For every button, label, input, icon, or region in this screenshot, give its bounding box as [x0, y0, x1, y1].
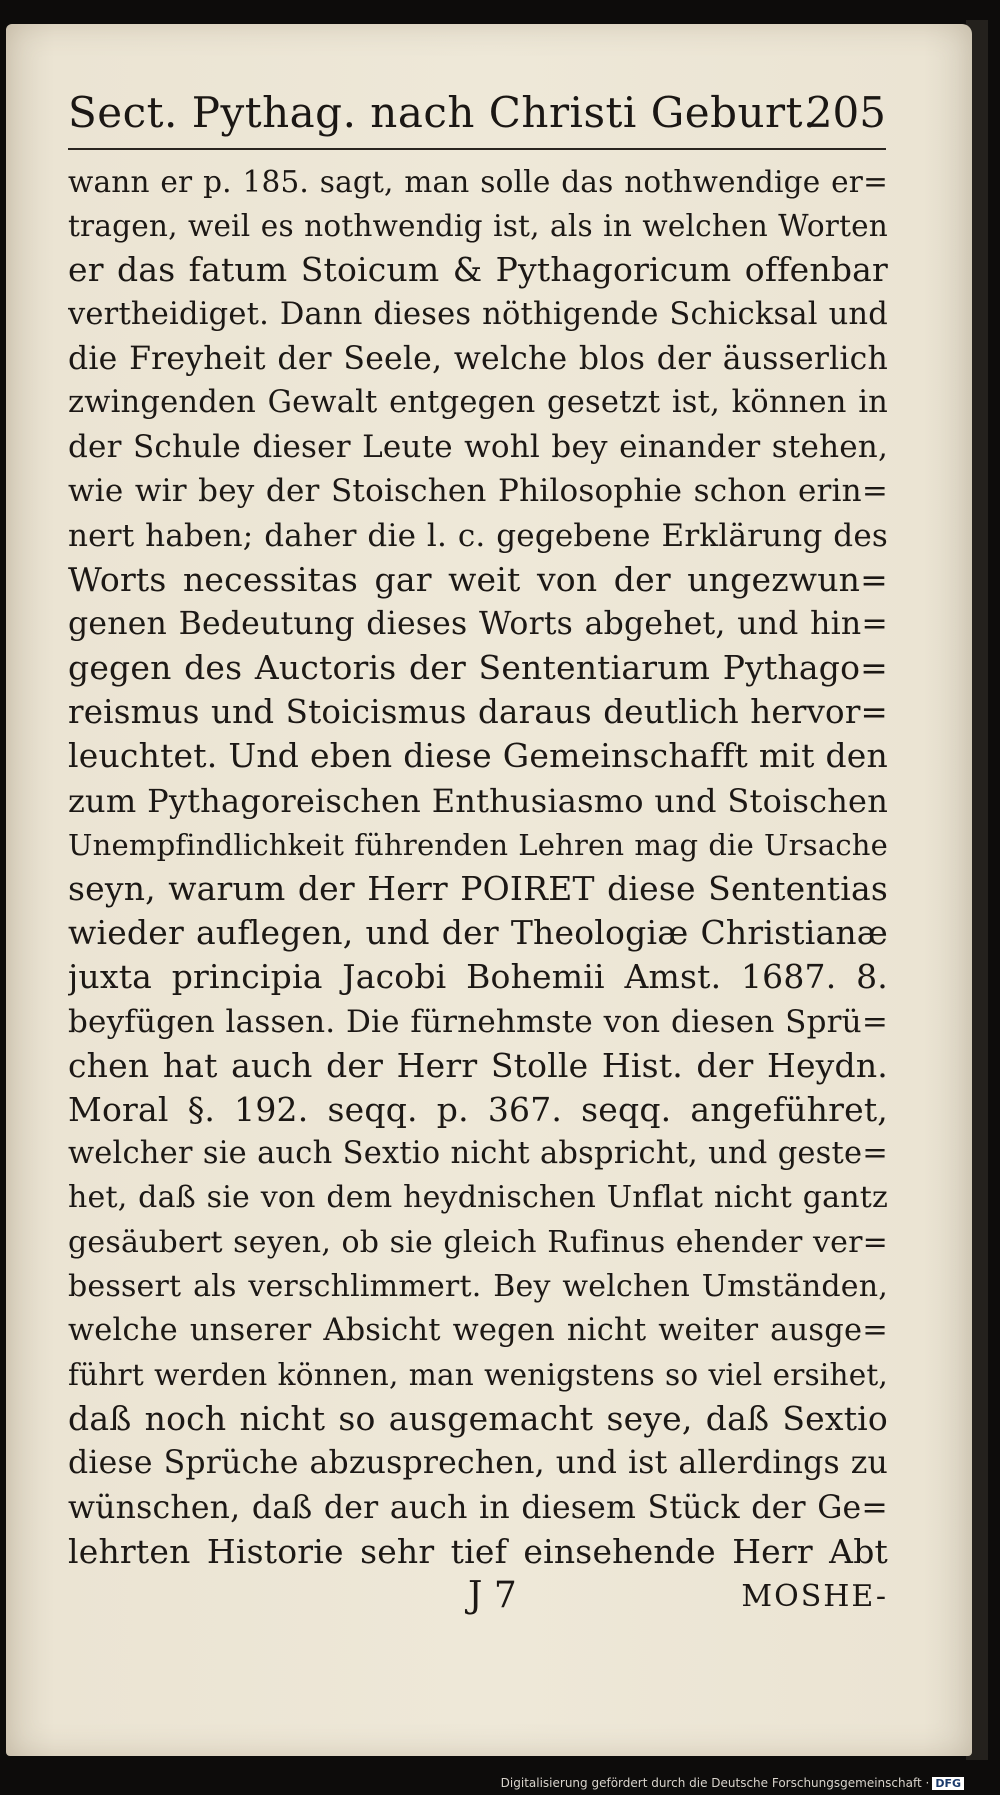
credit-text: Digitalisierung gefördert durch die Deutsche Forschungsgemeinschaft ·	[500, 1776, 930, 1790]
body-text	[68, 160, 888, 1574]
text-line: daß noch nicht so ausgemacht seye, daß Sextio	[68, 1399, 888, 1439]
text-line: welche unserer Absicht wegen nicht weiter ausge=	[68, 1312, 888, 1348]
text-line: wie wir bey der Stoischen Philosophie schon erin=	[68, 473, 888, 510]
digitization-credit	[501, 1776, 964, 1790]
text-line: leuchtet. Und eben diese Gemeinschafft mit den	[68, 736, 888, 776]
text-line: wieder auflegen, und der Theologiæ Christianæ	[68, 913, 888, 953]
text-line: gesäubert seyen, ob sie gleich Rufinus ehender ver=	[68, 1224, 888, 1260]
text-line: Worts necessitas gar weit von der ungezwun=	[68, 559, 888, 599]
text-line: welcher sie auch Sextio nicht abspricht, und geste=	[68, 1136, 888, 1172]
text-line: er das fatum Stoicum & Pythagoricum offenbar	[68, 250, 888, 290]
text-line: wann er p. 185. sagt, man solle das nothwendige er=	[68, 165, 888, 199]
text-line: bessert als verschlimmert. Bey welchen Umständen,	[68, 1268, 888, 1304]
text-line: wünschen, daß der auch in diesem Stück der Ge=	[68, 1489, 888, 1526]
text-line: reismus und Stoicismus daraus deutlich hervor=	[68, 693, 888, 732]
text-line: genen Bedeutung dieses Worts abgehet, und hin=	[68, 605, 888, 642]
text-line: gegen des Auctoris der Sententiarum Pythago=	[68, 648, 888, 688]
page-number: 205	[805, 88, 886, 137]
text-line: lehrten Historie sehr tief einsehende Herr Abt	[68, 1531, 888, 1571]
text-line: het, daß sie von dem heydnischen Unflat nicht gantz	[68, 1180, 888, 1216]
dfg-logo: DFG	[932, 1777, 964, 1790]
text-line: diese Sprüche abzusprechen, und ist allerdings zu	[68, 1445, 888, 1482]
text-line: nert haben; daher die l. c. gegebene Erklärung des	[68, 517, 888, 554]
text-line: die Freyheit der Seele, welche blos der äusserlich	[68, 340, 888, 377]
text-line: vertheidiget. Dann dieses nöthigende Schicksal und	[68, 296, 888, 332]
text-line: zwingenden Gewalt entgegen gesetzt ist, können in	[68, 384, 888, 420]
text-line: Unempfindlichkeit führenden Lehren mag die Ursache	[68, 827, 888, 862]
running-header	[68, 84, 886, 150]
text-line: juxta principia Jacobi Bohemii Amst. 1687. 8.	[68, 957, 888, 997]
text-line: der Schule dieser Leute wohl bey einander stehen,	[68, 429, 888, 466]
catchword: MOSHE-	[741, 1579, 888, 1614]
page-footer	[68, 1575, 888, 1625]
text-line: chen hat auch der Herr Stolle Hist. der Heydn.	[68, 1045, 888, 1085]
text-line: beyfügen lassen. Die fürnehmste von diesen Sprü=	[68, 1003, 888, 1040]
text-line: tragen, weil es nothwendig ist, als in welchen Worten	[68, 209, 888, 244]
text-line: führt werden können, man wenigstens so viel ersihet,	[68, 1358, 888, 1393]
signature-mark: J 7	[468, 1575, 517, 1616]
text-line: Moral §. 192. seqq. p. 367. seqq. angeführet,	[68, 1089, 888, 1129]
text-line: zum Pythagoreischen Enthusiasmo und Stoischen	[68, 781, 888, 820]
running-title: Sect. Pythag. nach Christi Geburt.	[68, 88, 817, 137]
text-line: seyn, warum der Herr POIRET diese Sententias	[68, 869, 888, 908]
